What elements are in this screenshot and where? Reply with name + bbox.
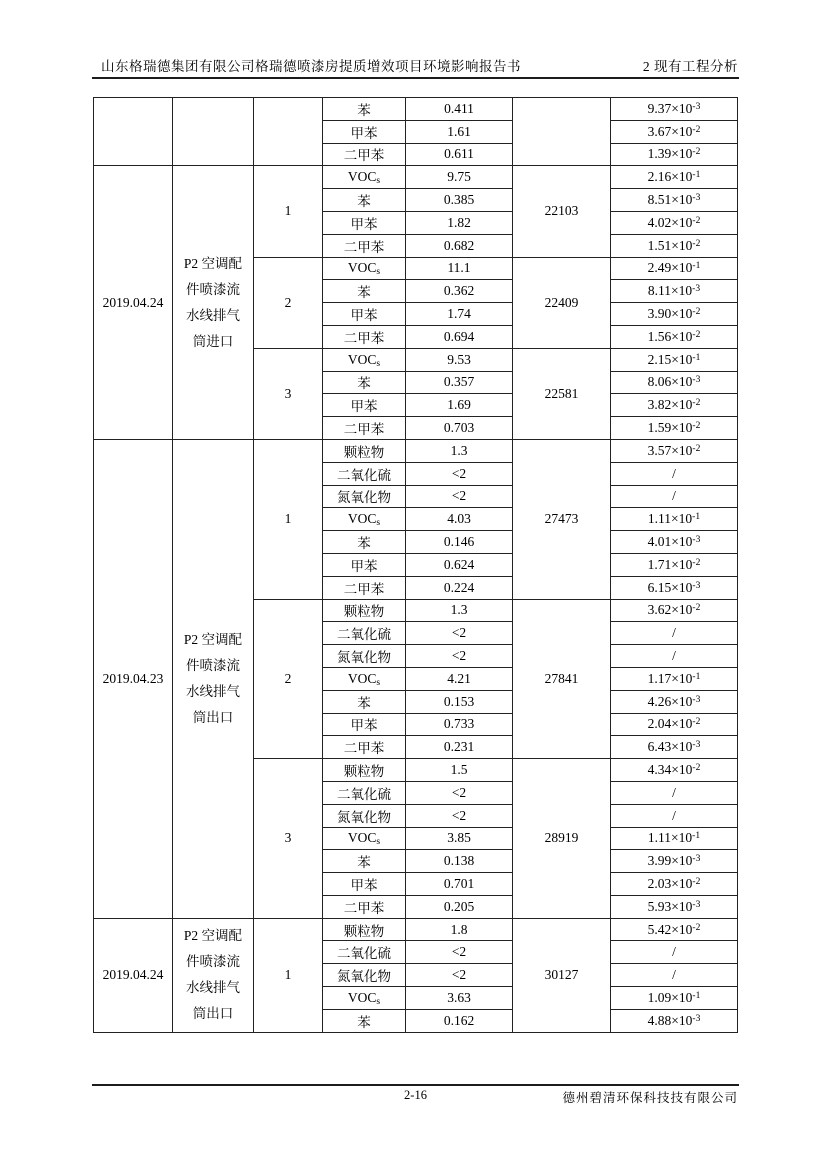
value-cell: 1.3 (406, 599, 513, 622)
rate-cell: $4.01\times 10^{-3}$ (611, 531, 738, 554)
rate-exponent: -2 (692, 763, 701, 773)
pollutant-cell: 二氧化硫 (323, 781, 406, 804)
value-cell: 9.75 (406, 166, 513, 189)
pollutant-cell: 二甲苯 (323, 234, 406, 257)
pollutant-subscript: s (376, 358, 381, 369)
date-cell: 2019.04.23 (94, 439, 173, 918)
rate-exponent: -3 (692, 694, 701, 705)
pollutant-cell: $VOC_s$ (323, 987, 406, 1010)
location-line: 件喷漆流 (186, 281, 240, 297)
rate-exponent: -1 (692, 831, 701, 842)
rate-exponent: -2 (692, 147, 701, 158)
pollutant-cell: 苯 (323, 531, 406, 554)
rate-exponent: -1 (692, 352, 701, 363)
rate-cell: $3.57\times 10^{-2}$ (611, 439, 738, 462)
location-line: P2 空调配 (183, 631, 243, 647)
sample-no-cell: 2 (254, 257, 323, 348)
value-cell: 0.694 (406, 325, 513, 348)
value-cell: 0.153 (406, 690, 513, 713)
rate-exponent: -2 (692, 215, 701, 226)
flow-cell: 30127 (513, 918, 611, 1032)
pollutant-cell: 氮氧化物 (323, 485, 406, 508)
sample-no-cell: 1 (254, 166, 323, 257)
flow-cell: 22103 (513, 166, 611, 257)
value-cell: 0.362 (406, 280, 513, 303)
flow-cell: 27473 (513, 439, 611, 599)
date-cell (94, 98, 173, 166)
pollutant-cell: 甲苯 (323, 303, 406, 326)
pollutant-cell: $VOC_s$ (323, 166, 406, 189)
rate-cell: $8.11\times 10^{-3}$ (611, 280, 738, 303)
value-cell: <2 (406, 781, 513, 804)
rate-exponent: -3 (692, 899, 701, 910)
pollutant-cell: 苯 (323, 189, 406, 212)
rate-exponent: -2 (692, 443, 701, 454)
pollutant-cell: 甲苯 (323, 713, 406, 736)
location-cell (173, 98, 254, 166)
location-line: 件喷漆流 (186, 657, 240, 673)
pollutant-cell: 二氧化硫 (323, 462, 406, 485)
rate-exponent: -2 (692, 307, 701, 318)
rate-cell: $2.49\times 10^{-1}$ (611, 257, 738, 280)
value-cell: 0.162 (406, 1009, 513, 1032)
rate-cell: $9.37\times 10^{-3}$ (611, 98, 738, 121)
pollutant-cell: $VOC_s$ (323, 348, 406, 371)
rate-cell: $8.06\times 10^{-3}$ (611, 371, 738, 394)
value-cell: 1.69 (406, 394, 513, 417)
rate-cell: $4.88\times 10^{-3}$ (611, 1009, 738, 1032)
location-line: 筒进口 (192, 333, 234, 349)
pollutant-cell: 苯 (323, 1009, 406, 1032)
location-line: 筒出口 (192, 709, 234, 725)
header-title: 山东格瑞德集团有限公司格瑞德喷漆房提质增效项目环境影响报告书 (101, 59, 521, 74)
monitoring-table (93, 97, 738, 1033)
flow-cell: 22409 (513, 257, 611, 348)
flow-cell: 27841 (513, 599, 611, 759)
rate-cell: $5.93\times 10^{-3}$ (611, 895, 738, 918)
value-cell: 3.63 (406, 987, 513, 1010)
rate-exponent: -3 (692, 375, 701, 386)
pollutant-subscript: s (376, 996, 381, 1007)
value-cell: 0.205 (406, 895, 513, 918)
value-cell: <2 (406, 804, 513, 827)
pollutant-cell: 颗粒物 (323, 439, 406, 462)
rate-exponent: -2 (692, 238, 701, 249)
value-cell: 1.5 (406, 759, 513, 782)
rate-cell: $4.02\times 10^{-2}$ (611, 211, 738, 234)
rate-cell: / (611, 485, 738, 508)
header-chapter: 2 现有工程分析 (642, 59, 738, 74)
value-cell: <2 (406, 462, 513, 485)
sample-no-cell: 1 (254, 439, 323, 599)
table-row (94, 166, 738, 189)
location-line: P2 空调配 (183, 928, 243, 944)
rate-cell: $6.43\times 10^{-3}$ (611, 736, 738, 759)
sample-no-cell: 2 (254, 599, 323, 759)
value-cell: 0.138 (406, 850, 513, 873)
page-number: 2-16 (404, 1088, 427, 1102)
rate-exponent: -2 (692, 922, 701, 933)
value-cell: 0.231 (406, 736, 513, 759)
rate-cell: $1.11\times 10^{-1}$ (611, 508, 738, 531)
rate-cell: / (611, 804, 738, 827)
rate-cell: $1.11\times 10^{-1}$ (611, 827, 738, 850)
rate-exponent: -2 (692, 398, 701, 409)
rate-cell: / (611, 781, 738, 804)
rate-cell: $2.04\times 10^{-2}$ (611, 713, 738, 736)
pollutant-subscript: s (376, 267, 381, 278)
pollutant-cell: 苯 (323, 371, 406, 394)
location-cell (173, 918, 254, 1032)
pollutant-cell: 二甲苯 (323, 143, 406, 166)
rate-exponent: -3 (692, 854, 701, 865)
rate-exponent: -2 (692, 717, 701, 728)
pollutant-cell: 二甲苯 (323, 325, 406, 348)
value-cell: 0.682 (406, 234, 513, 257)
rate-cell: $1.51\times 10^{-2}$ (611, 234, 738, 257)
pollutant-cell: 苯 (323, 850, 406, 873)
rate-cell: $2.03\times 10^{-2}$ (611, 873, 738, 896)
value-cell: 3.85 (406, 827, 513, 850)
pollutant-cell: 氮氧化物 (323, 645, 406, 668)
pollutant-cell: 颗粒物 (323, 599, 406, 622)
pollutant-cell: 甲苯 (323, 873, 406, 896)
rate-exponent: -2 (692, 603, 701, 614)
rate-cell: $8.51\times 10^{-3}$ (611, 189, 738, 212)
rate-cell: $3.67\times 10^{-2}$ (611, 120, 738, 143)
rate-cell: $1.17\times 10^{-1}$ (611, 667, 738, 690)
rate-cell: $2.16\times 10^{-1}$ (611, 166, 738, 189)
rate-cell: / (611, 622, 738, 645)
rate-cell: $1.56\times 10^{-2}$ (611, 325, 738, 348)
pollutant-cell: 氮氧化物 (323, 804, 406, 827)
value-cell: <2 (406, 645, 513, 668)
rate-exponent: -3 (692, 535, 701, 546)
value-cell: 0.624 (406, 553, 513, 576)
rate-exponent: -1 (692, 990, 701, 1001)
pollutant-cell: 二氧化硫 (323, 941, 406, 964)
sample-no-cell: 3 (254, 348, 323, 439)
location-cell (173, 439, 254, 918)
value-cell: 1.61 (406, 120, 513, 143)
pollutant-cell: 苯 (323, 98, 406, 121)
location-line: 水线排气 (186, 683, 240, 699)
pollutant-cell: 二甲苯 (323, 895, 406, 918)
rate-exponent: -1 (692, 261, 701, 272)
location-line: 筒出口 (192, 1006, 234, 1022)
value-cell: 0.703 (406, 417, 513, 440)
value-cell: 4.03 (406, 508, 513, 531)
pollutant-cell: $VOC_s$ (323, 257, 406, 280)
footer-company: 德州碧清环保科技技有限公司 (562, 1091, 738, 1105)
page-footer (93, 1088, 738, 1106)
header-rule (92, 77, 739, 79)
pollutant-cell: 甲苯 (323, 394, 406, 417)
value-cell: 0.385 (406, 189, 513, 212)
value-cell: 0.357 (406, 371, 513, 394)
rate-exponent: -2 (692, 876, 701, 887)
pollutant-cell: 二氧化硫 (323, 622, 406, 645)
date-cell: 2019.04.24 (94, 918, 173, 1032)
page-header (93, 55, 738, 75)
pollutant-subscript: s (376, 677, 381, 688)
rate-exponent: -3 (692, 193, 701, 204)
value-cell: 0.611 (406, 143, 513, 166)
value-cell: 9.53 (406, 348, 513, 371)
rate-exponent: -1 (692, 671, 701, 682)
flow-cell (513, 98, 611, 166)
rate-exponent: -2 (692, 421, 701, 432)
rate-exponent: -2 (692, 124, 701, 135)
value-cell: 0.411 (406, 98, 513, 121)
rate-cell: / (611, 964, 738, 987)
value-cell: 11.1 (406, 257, 513, 280)
pollutant-cell: $VOC_s$ (323, 827, 406, 850)
rate-exponent: -1 (692, 512, 701, 523)
pollutant-subscript: s (376, 837, 381, 848)
pollutant-cell: 颗粒物 (323, 759, 406, 782)
value-cell: 0.224 (406, 576, 513, 599)
rate-exponent: -3 (692, 580, 701, 591)
value-cell: <2 (406, 622, 513, 645)
pollutant-cell: 氮氧化物 (323, 964, 406, 987)
rate-cell: $3.90\times 10^{-2}$ (611, 303, 738, 326)
rate-cell: / (611, 462, 738, 485)
rate-cell: $3.82\times 10^{-2}$ (611, 394, 738, 417)
rate-cell: $1.71\times 10^{-2}$ (611, 553, 738, 576)
value-cell: <2 (406, 964, 513, 987)
location-line: 水线排气 (186, 307, 240, 323)
rate-exponent: -3 (692, 740, 701, 751)
rate-cell: $2.15\times 10^{-1}$ (611, 348, 738, 371)
pollutant-cell: 甲苯 (323, 553, 406, 576)
table-row (94, 918, 738, 941)
pollutant-cell: $VOC_s$ (323, 508, 406, 531)
table-row (94, 439, 738, 462)
pollutant-cell: 甲苯 (323, 120, 406, 143)
pollutant-cell: $VOC_s$ (323, 667, 406, 690)
rate-cell: / (611, 941, 738, 964)
rate-exponent: -3 (692, 284, 701, 295)
rate-cell: $1.59\times 10^{-2}$ (611, 417, 738, 440)
value-cell: 0.701 (406, 873, 513, 896)
rate-cell: $4.34\times 10^{-2}$ (611, 759, 738, 782)
rate-exponent: -2 (692, 329, 701, 340)
pollutant-cell: 颗粒物 (323, 918, 406, 941)
location-cell (173, 166, 254, 440)
value-cell: <2 (406, 485, 513, 508)
value-cell: 1.74 (406, 303, 513, 326)
pollutant-cell: 二甲苯 (323, 417, 406, 440)
value-cell: 1.82 (406, 211, 513, 234)
value-cell: 1.8 (406, 918, 513, 941)
sample-no-cell: 3 (254, 759, 323, 919)
rate-exponent: -2 (692, 557, 701, 568)
rate-cell: $1.39\times 10^{-2}$ (611, 143, 738, 166)
flow-cell: 22581 (513, 348, 611, 439)
rate-cell: $1.09\times 10^{-1}$ (611, 987, 738, 1010)
location-line: 水线排气 (186, 980, 240, 996)
value-cell: 0.146 (406, 531, 513, 554)
value-cell: <2 (406, 941, 513, 964)
pollutant-subscript: s (376, 176, 381, 187)
flow-cell: 28919 (513, 759, 611, 919)
rate-cell: $6.15\times 10^{-3}$ (611, 576, 738, 599)
value-cell: 1.3 (406, 439, 513, 462)
rate-cell: $3.62\times 10^{-2}$ (611, 599, 738, 622)
pollutant-cell: 二甲苯 (323, 576, 406, 599)
date-cell: 2019.04.24 (94, 166, 173, 440)
sample-no-cell (254, 98, 323, 166)
rate-exponent: -3 (692, 1013, 701, 1024)
pollutant-cell: 甲苯 (323, 211, 406, 234)
rate-cell: $4.26\times 10^{-3}$ (611, 690, 738, 713)
value-cell: 4.21 (406, 667, 513, 690)
value-cell: 0.733 (406, 713, 513, 736)
pollutant-subscript: s (376, 518, 381, 529)
rate-cell: $5.42\times 10^{-2}$ (611, 918, 738, 941)
table-row (94, 98, 738, 121)
rate-exponent: -3 (692, 101, 701, 112)
pollutant-cell: 二甲苯 (323, 736, 406, 759)
sample-no-cell: 1 (254, 918, 323, 1032)
location-line: 件喷漆流 (186, 954, 240, 970)
pollutant-cell: 苯 (323, 280, 406, 303)
footer-rule (92, 1084, 739, 1086)
pollutant-cell: 苯 (323, 690, 406, 713)
location-line: P2 空调配 (183, 255, 243, 271)
rate-cell: $3.99\times 10^{-3}$ (611, 850, 738, 873)
rate-exponent: -1 (692, 170, 701, 181)
rate-cell: / (611, 645, 738, 668)
